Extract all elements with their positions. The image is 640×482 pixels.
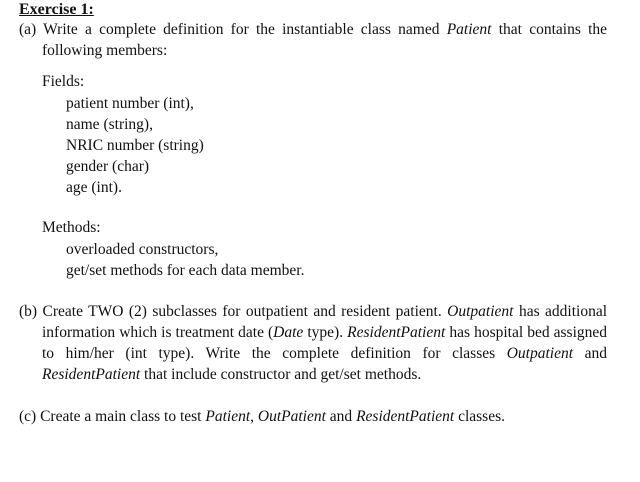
methods-heading: Methods: [42, 219, 101, 236]
part-b-line4 [42, 366, 421, 384]
part-a-intro-line2: following members: [42, 42, 168, 59]
part-b-text: type). [307, 324, 344, 341]
part-b-text: has additional [518, 303, 608, 320]
fields-heading: Fields: [42, 73, 85, 90]
field-item: age (int). [66, 179, 122, 196]
part-c-text: and [329, 408, 353, 425]
part-c-text: , [250, 408, 255, 425]
part-c-text: classes. [458, 408, 505, 425]
part-a-intro-suffix: that contains the [498, 21, 608, 38]
part-b-text: that include constructor and get/set methods. [144, 366, 422, 383]
part-b-line3 [42, 345, 607, 363]
method-item: get/set methods for each data member. [66, 262, 305, 279]
part-c-line [19, 408, 505, 426]
class-name-patient: Patient [446, 21, 492, 38]
type-name-date: Date [273, 324, 304, 341]
class-name-residentpatient: ResidentPatient [347, 324, 446, 341]
part-b-text: information which is treatment date ( [42, 324, 274, 341]
part-c-text: (c) Create a main class to test [19, 408, 202, 425]
part-b-line2 [42, 324, 607, 342]
part-b-text: (b) Create TWO (2) subclasses for outpatient and resident patient. [19, 303, 442, 320]
part-a-intro-text: (a) Write a complete definition for the instantiable class named [19, 21, 440, 38]
method-item: overloaded constructors, [66, 241, 219, 258]
field-item: gender (char) [66, 158, 150, 175]
part-b-text: to him/her (int type). Write the complete definition for classes [42, 345, 496, 362]
part-a-intro-line1 [19, 21, 607, 39]
class-name-residentpatient: ResidentPatient [356, 408, 455, 425]
class-name-patient: Patient [205, 408, 251, 425]
class-name-outpatient: Outpatient [506, 345, 574, 362]
field-item: NRIC number (string) [66, 137, 204, 154]
part-b-line1 [19, 303, 607, 321]
field-item: patient number (int), [66, 95, 194, 112]
field-item: name (string), [66, 116, 153, 133]
part-b-text: has hospital bed assigned [449, 324, 608, 341]
class-name-outpatient: OutPatient [257, 408, 326, 425]
class-name-outpatient: Outpatient [447, 303, 514, 320]
exercise-title: Exercise 1: [19, 1, 94, 18]
part-b-text: and [584, 345, 608, 362]
class-name-residentpatient: ResidentPatient [42, 366, 141, 383]
